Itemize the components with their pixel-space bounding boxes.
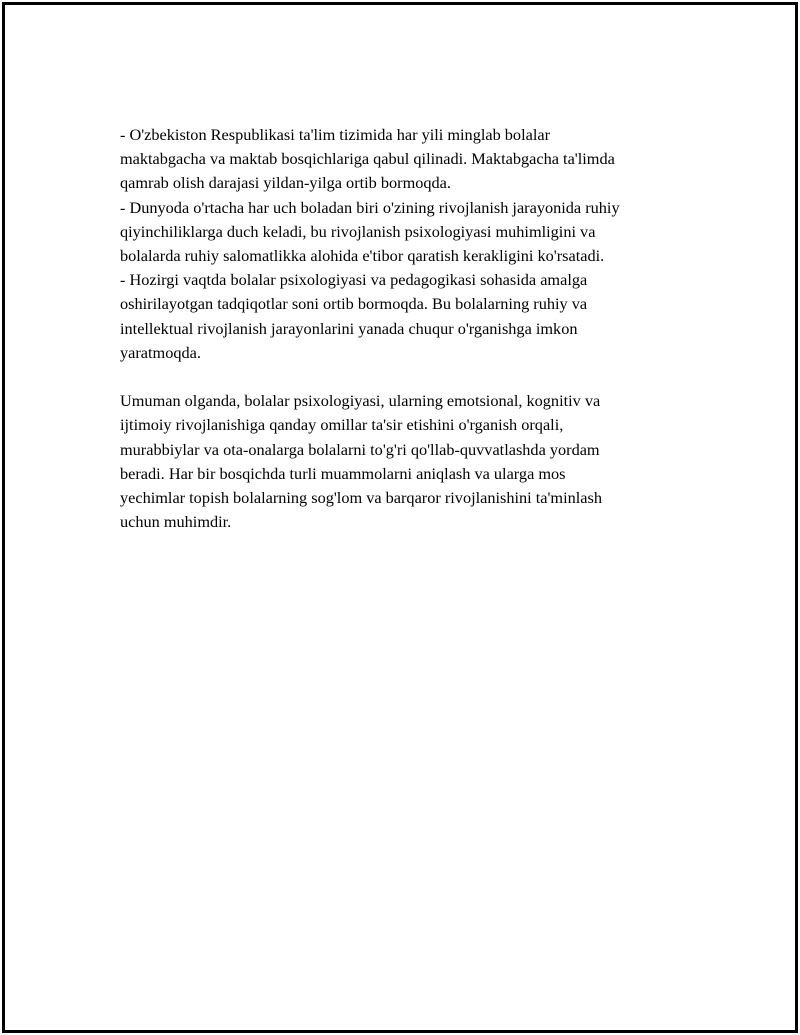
text-line: beradi. Har bir bosqichda turli muammolarni aniqlash va ularga mos: [120, 463, 566, 483]
text-line: intellektual rivojlanish jarayonlarini yanada chuqur o'rganishga imkon: [120, 318, 578, 338]
text-line: maktabgacha va maktab bosqichlariga qabul qilinadi. Maktabgacha ta'limda: [120, 149, 615, 169]
text-line: yaratmoqda.: [120, 342, 201, 362]
text-line: bolalarda ruhiy salomatlikka alohida e'tibor qaratish kerakligini ko'rsatadi.: [120, 246, 605, 266]
document-body: [120, 123, 700, 534]
text-line: qamrab olish darajasi yildan-yilga ortib bormoqda.: [120, 173, 451, 193]
text-line: - Hozirgi vaqtda bolalar psixologiyasi va pedagogikasi sohasida amalga: [120, 270, 588, 290]
text-line: murabbiylar va ota-onalarga bolalarni to'g'ri qo'llab-quvvatlashda yordam: [120, 439, 600, 459]
page-border: [2, 2, 798, 1033]
text-line: Umuman olganda, bolalar psixologiyasi, ularning emotsional, kognitiv va: [120, 391, 601, 411]
text-line: - Dunyoda o'rtacha har uch boladan biri o'zining rivojlanish jarayonida ruhiy: [120, 197, 620, 217]
paragraph-spacer: [120, 365, 700, 389]
text-line: ijtimoiy rivojlanishiga qanday omillar ta'sir etishini o'rganish orqali,: [120, 415, 564, 435]
text-line: uchun muhimdir.: [120, 512, 232, 532]
text-line: yechimlar topish bolalarning sog'lom va barqaror rivojlanishini ta'minlash: [120, 488, 602, 508]
text-line: - O'zbekiston Respublikasi ta'lim tizimida har yili minglab bolalar: [120, 125, 550, 144]
text-line: qiyinchiliklarga duch keladi, bu rivojlanish psixologiyasi muhimligini va: [120, 221, 596, 241]
text-line: oshirilayotgan tadqiqotlar soni ortib bormoqda. Bu bolalarning ruhiy va: [120, 294, 588, 314]
